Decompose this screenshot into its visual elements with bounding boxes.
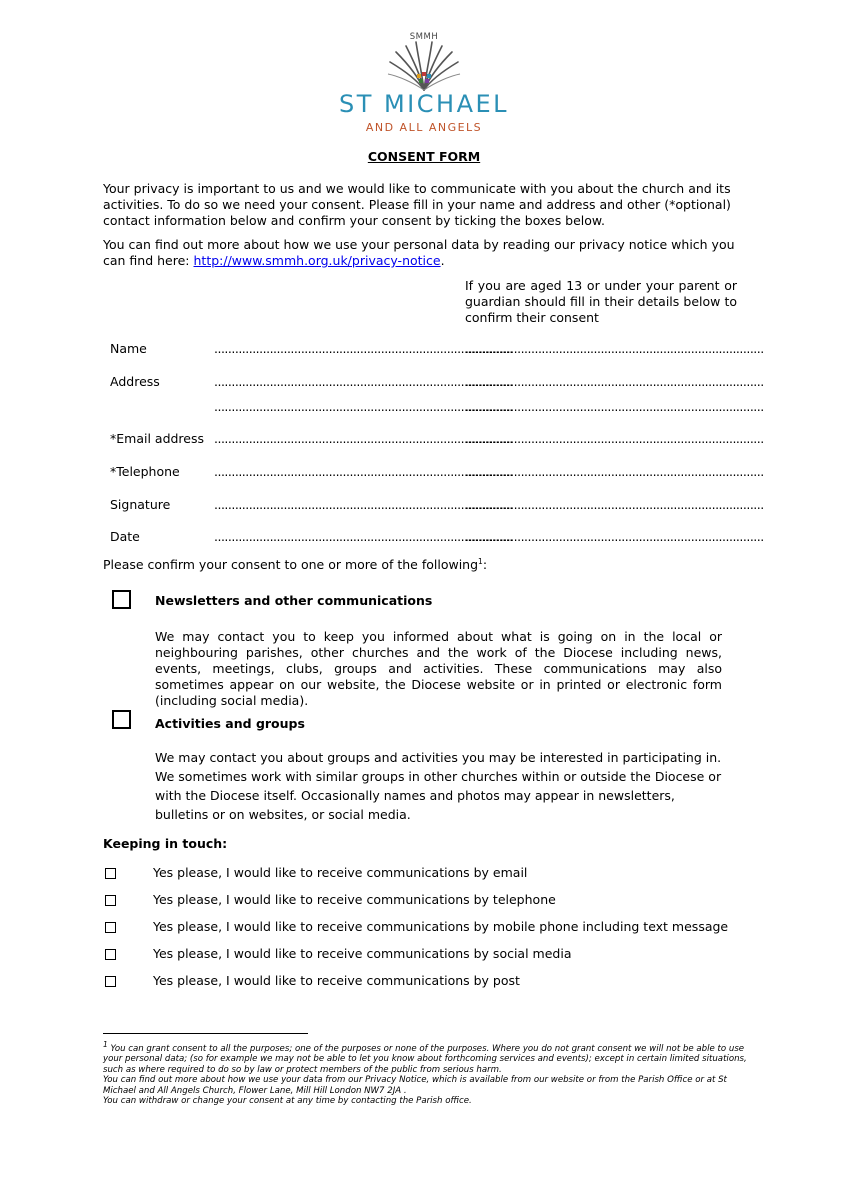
consent-prompt: Please confirm your consent to one or more of the following$^1$: (103, 557, 488, 573)
signature-label: Signature (110, 497, 171, 512)
activities-checkbox[interactable] (112, 710, 131, 729)
activities-title: Activities and groups (155, 716, 305, 731)
footnote-ref: 1 (478, 557, 483, 566)
social-media-consent-label: Yes please, I would like to receive communications by social media (153, 946, 572, 961)
email-consent-checkbox[interactable] (105, 868, 116, 879)
address-field-line2[interactable]: ...................................................................................... (214, 399, 513, 414)
mobile-consent-checkbox[interactable] (105, 922, 116, 933)
logo-name: ST MICHAEL (338, 90, 510, 118)
guardian-address-field-line2[interactable]: ...................................................................................... (465, 399, 764, 414)
activities-description: We may contact you about groups and activities you may be interested in participating in. We sometimes work with similar groups in other churches within or outside the Diocese or with the Diocese itself. Occasionally names and photos may appear in newsletters, bulletins or on websites, or social media. (155, 750, 722, 822)
newsletters-checkbox[interactable] (112, 590, 131, 609)
mobile-consent-label: Yes please, I would like to receive communications by mobile phone including text message (153, 919, 729, 934)
footnote-line3: You can withdraw or change your consent at any time by contacting the Parish office. (103, 1096, 472, 1107)
logo-tagline: AND ALL ANGELS (365, 121, 483, 134)
privacy-notice-link[interactable]: http://www.smmh.org.uk/privacy-notice (193, 253, 441, 268)
guardian-signature-field[interactable]: ...................................................................................... (465, 497, 764, 512)
logo-emblem-icon (386, 40, 462, 92)
email-label: *Email address (110, 431, 205, 446)
post-consent-label: Yes please, I would like to receive communications by post (153, 973, 520, 988)
telephone-label: *Telephone (110, 464, 180, 479)
footnote-text: You can grant consent to all the purposes; one of the purposes or none of the purposes. Where you do not grant consent we will not be able to use your personal data; (so for example we may not be able to let you know about forthcoming services and events); except in certain limited situations, such as where required to do so by law or protect members of the public from serious harm. (103, 1043, 747, 1075)
footnote-marker: 1 (103, 1040, 108, 1049)
newsletters-description: We may contact you to keep you informed about what is going on in the local or neighbouring parishes, other churches and the work of the Diocese including news, events, meetings, clubs, groups and activities. These communications may also sometimes appear on our website, the Diocese website or in printed or electronic form (including social media). (155, 629, 722, 708)
intro-paragraph: Your privacy is important to us and we would like to communicate with you about the church and its activities. To do so we need your consent. Please fill in your name and address and other (*optional) contact information below and confirm your consent by ticking the boxes below. (103, 181, 731, 228)
address-label: Address (110, 374, 160, 389)
signature-field[interactable]: ...................................................................................... (214, 497, 513, 512)
guardian-email-field[interactable]: ...................................................................................... (465, 431, 764, 446)
privacy-text: You can find out more about how we use your personal data by reading our privacy notice which you can find here: (103, 237, 735, 268)
newsletters-title: Newsletters and other communications (155, 593, 433, 608)
footnote-line2: You can find out more about how we use your data from our Privacy Notice, which is available from our website or from the Parish Office or at St Michael and All Angels Church, Flower Lane, Mill Hill London NW7 2JA . (103, 1075, 727, 1096)
date-label: Date (110, 529, 140, 544)
address-field-line1[interactable]: ...................................................................................... (214, 374, 513, 389)
guardian-address-field-line1[interactable]: ...................................................................................... (465, 374, 764, 389)
social-media-consent-checkbox[interactable] (105, 949, 116, 960)
keeping-in-touch-heading: Keeping in touch: (103, 836, 228, 851)
email-field[interactable]: ...................................................................................... (214, 431, 513, 446)
logo-initials: SMMH (409, 32, 439, 42)
telephone-consent-checkbox[interactable] (105, 895, 116, 906)
footnote-line1 (103, 1040, 751, 1075)
guardian-telephone-field[interactable]: ...................................................................................... (465, 464, 764, 479)
guardian-note: If you are aged 13 or under your parent or guardian should fill in their details below to confirm their consent (465, 278, 737, 325)
name-field[interactable]: ...................................................................................... (214, 341, 513, 356)
post-consent-checkbox[interactable] (105, 976, 116, 987)
privacy-end: . (440, 253, 445, 268)
date-field[interactable]: ...................................................................................... (214, 529, 513, 544)
guardian-name-field[interactable]: ...................................................................................... (465, 341, 764, 356)
footnote (103, 1040, 751, 1107)
email-consent-label: Yes please, I would like to receive communications by email (153, 865, 528, 880)
form-title: CONSENT FORM (367, 149, 481, 164)
name-label: Name (110, 341, 147, 356)
privacy-paragraph (103, 237, 748, 269)
guardian-date-field[interactable]: ...................................................................................... (465, 529, 764, 544)
telephone-field[interactable]: ...................................................................................... (214, 464, 513, 479)
telephone-consent-label: Yes please, I would like to receive communications by telephone (153, 892, 556, 907)
consent-prompt-text: Please confirm your consent to one or more of the following (103, 557, 479, 573)
footnote-divider (103, 1033, 308, 1034)
